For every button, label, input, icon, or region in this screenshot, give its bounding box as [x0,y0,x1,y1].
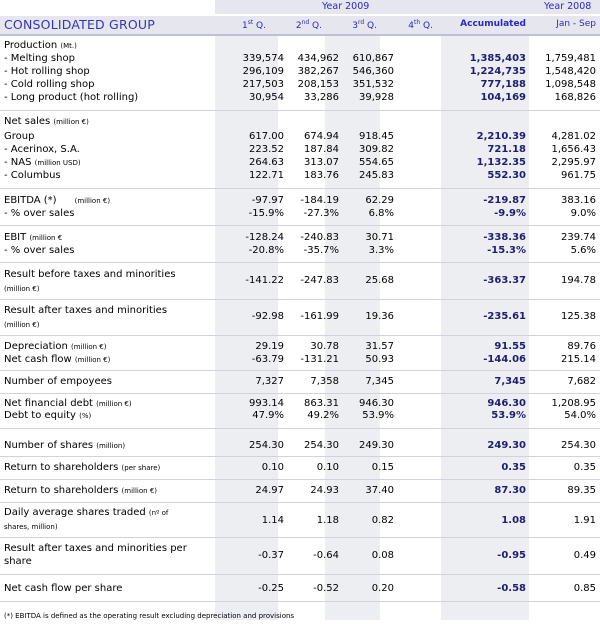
cell-q2: 254.30 [304,440,339,451]
cell-q3: 3.3% [368,245,394,256]
cell-accumulated: -9.9% [494,208,526,219]
table-row [0,79,600,91]
cell-ytd: 168,826 [554,92,596,103]
row-label: - Hot rolling shop [4,66,90,77]
cell-q2: -35.7% [303,245,339,256]
cell-q1: -0.37 [258,550,284,561]
row-label: Result before taxes and minorities (million €) [4,269,176,293]
cell-q3: 0.20 [371,583,394,594]
table-title: CONSOLIDATED GROUP [4,17,155,32]
cell-q2: 187.84 [304,144,339,155]
cell-q1: 617.00 [249,131,284,142]
cell-ytd: 239.74 [561,232,596,243]
cell-ytd: 2,295.97 [551,157,596,168]
cell-q3: 610,867 [352,53,394,64]
cell-q3: 31.57 [365,341,394,352]
cell-accumulated: -363.37 [483,275,526,286]
cell-q1: 339,574 [242,53,284,64]
table-row [0,92,600,104]
cell-ytd: 194.78 [561,275,596,286]
cell-q3: 546,360 [352,66,394,77]
cell-q3: 53.9% [362,410,394,421]
year-previous-label: Year 2008 [544,1,592,12]
table-row [0,398,600,410]
cell-accumulated: -0.95 [497,550,526,561]
cell-q3: 25.68 [365,275,394,286]
table-row [0,208,600,220]
row-divider [0,299,600,300]
cell-accumulated: 1,224,735 [469,66,526,77]
row-divider [0,110,600,111]
cell-q3: 30.71 [365,232,394,243]
table-row [0,354,600,366]
cell-q1: 993.14 [249,398,284,409]
cell-q3: 554.65 [359,157,394,168]
cell-accumulated: 946.30 [487,398,526,409]
cell-ytd: 1,759,481 [545,53,596,64]
row-label: Return to shareholders (per share) [4,462,161,473]
cell-ytd: 125.38 [561,311,596,322]
table-row [0,410,600,422]
col-header-q2: 2nd Q. [295,19,322,31]
row-label: - % over sales [4,208,75,219]
cell-accumulated: 777,188 [480,79,526,90]
table-row [0,440,600,452]
table-row [0,485,600,497]
cell-q2: 434,962 [297,53,339,64]
table-row [0,170,600,182]
row-divider [0,574,600,575]
row-label: - % over sales [4,245,75,256]
cell-q2: -184.19 [300,195,339,206]
table-row [0,116,600,128]
cell-ytd: 54.0% [564,410,596,421]
table-row [0,341,600,353]
cell-q1: 1.14 [261,515,284,526]
cell-ytd: 1,208.95 [551,398,596,409]
cell-q3: 6.8% [368,208,394,219]
cell-q1: -15.9% [248,208,284,219]
cell-ytd: 1,548,420 [545,66,596,77]
cell-accumulated: 104,169 [480,92,526,103]
row-divider [0,370,600,371]
cell-q3: 0.82 [371,515,394,526]
year-header-band [215,0,600,14]
cell-accumulated: -0.58 [497,583,526,594]
row-divider [0,601,600,602]
cell-accumulated: -235.61 [483,311,526,322]
cell-q3: 309.82 [359,144,394,155]
row-label: Number of shares (million) [4,440,126,451]
table-row [0,507,600,531]
col-header-q1: 1st Q. [241,19,266,31]
row-label: Daily average shares traded (nº of shares, million) [4,507,169,531]
cell-q3: 62.29 [365,195,394,206]
cell-ytd: 4,281.02 [551,131,596,142]
row-label: - NAS (million USD) [4,157,81,168]
row-divider [0,262,600,263]
cell-q3: 50.93 [365,354,394,365]
row-divider [0,456,600,457]
cell-q1: -128.24 [245,232,284,243]
cell-ytd: 961.75 [561,170,596,181]
cell-q2: 24.93 [310,485,339,496]
row-divider [0,479,600,480]
cell-accumulated: -144.06 [483,354,526,365]
table-row [0,53,600,65]
cell-accumulated: 87.30 [494,485,526,496]
cell-ytd: 383.16 [561,195,596,206]
row-divider [0,188,600,189]
row-divider [0,502,600,503]
cell-q1: -97.97 [251,195,284,206]
table-row [0,232,600,244]
cell-q1: -0.25 [258,583,284,594]
cell-ytd: 1.91 [573,515,596,526]
cell-q2: 49.2% [307,410,339,421]
cell-q3: 39,928 [359,92,394,103]
cell-ytd: 215.14 [561,354,596,365]
cell-accumulated: 53.9% [491,410,526,421]
cell-ytd: 7,682 [567,376,596,387]
row-label: - Melting shop [4,53,75,64]
cell-q1: 264.63 [249,157,284,168]
row-divider [0,537,600,538]
cell-q3: 249.30 [359,440,394,451]
cell-q2: 674.94 [304,131,339,142]
cell-ytd: 254.30 [561,440,596,451]
table-row [0,40,600,52]
cell-q3: 351,532 [352,79,394,90]
row-divider [0,225,600,226]
row-label: Group [4,131,35,142]
table-row [0,66,600,78]
year-current-label: Year 2009 [322,1,370,12]
table-row [0,376,600,388]
cell-q3: 19.36 [365,311,394,322]
cell-q3: 918.45 [359,131,394,142]
row-label: Net cash flow (million €) [4,354,111,365]
cell-q2: 208,153 [297,79,339,90]
table-row [0,245,600,257]
row-label: Production (Mt.) [4,40,77,51]
row-label: EBITDA (*) (million €) [4,195,111,206]
cell-accumulated: 0.35 [501,462,526,473]
cell-q1: 217,503 [242,79,284,90]
cell-q3: 37.40 [365,485,394,496]
table-row [0,157,600,169]
row-label: - Acerinox, S.A. [4,144,80,155]
cell-q2: -161.99 [300,311,339,322]
cell-q2: -27.3% [303,208,339,219]
row-label: Return to shareholders (million €) [4,485,158,496]
row-label: Depreciation (million €) [4,341,107,352]
table-row [0,269,600,293]
cell-q2: 183.76 [304,170,339,181]
table-row [0,144,600,156]
cell-accumulated: 249.30 [487,440,526,451]
cell-accumulated: 1,385,403 [469,53,526,64]
cell-q2: -0.64 [313,550,339,561]
cell-accumulated: -219.87 [483,195,526,206]
cell-accumulated: -338.36 [483,232,526,243]
cell-q1: 0.10 [261,462,284,473]
cell-q1: 7,327 [255,376,284,387]
cell-q2: 0.10 [316,462,339,473]
cell-q1: 30,954 [249,92,284,103]
cell-q2: -247.83 [300,275,339,286]
cell-ytd: 9.0% [570,208,596,219]
cell-q3: 0.15 [371,462,394,473]
cell-q1: -20.8% [248,245,284,256]
cell-q1: 47.9% [252,410,284,421]
row-label: EBIT (million € [4,232,63,243]
col-header-accumulated: Accumulated [460,19,526,29]
cell-ytd: 5.6% [570,245,596,256]
row-label: Net financial debt (million €) [4,398,132,409]
row-label: Net sales (million €) [4,116,89,127]
cell-ytd: 89.76 [567,341,596,352]
cell-q1: 24.97 [255,485,284,496]
cell-q2: -240.83 [300,232,339,243]
cell-accumulated: 1.08 [501,515,526,526]
cell-q1: 254.30 [249,440,284,451]
cell-q2: 863.31 [304,398,339,409]
cell-q2: 1.18 [316,515,339,526]
cell-q2: 313.07 [304,157,339,168]
footnote: (*) EBITDA is defined as the operating result excluding depreciation and provisions [4,612,295,620]
row-divider [0,393,600,394]
cell-accumulated: 2,210.39 [476,131,526,142]
cell-q3: 245.83 [359,170,394,181]
cell-accumulated: 552.30 [487,170,526,181]
cell-accumulated: 91.55 [494,341,526,352]
table-row [0,583,600,595]
cell-ytd: 0.85 [573,583,596,594]
cell-q1: -92.98 [251,311,284,322]
cell-accumulated: -15.3% [487,245,526,256]
cell-q3: 0.08 [371,550,394,561]
cell-q2: 382,267 [297,66,339,77]
cell-ytd: 0.35 [573,462,596,473]
table-row [0,462,600,474]
table-row [0,305,600,329]
cell-accumulated: 7,345 [494,376,526,387]
cell-q1: -63.79 [251,354,284,365]
row-label: - Cold rolling shop [4,79,95,90]
cell-q1: 296,109 [242,66,284,77]
cell-ytd: 1,656.43 [551,144,596,155]
cell-q2: 30.78 [310,341,339,352]
row-divider [0,335,600,336]
row-label: Debt to equity (%) [4,410,92,421]
cell-q2: -0.52 [313,583,339,594]
row-label: Net cash flow per share [4,583,123,594]
row-label: - Long product (hot rolling) [4,92,139,103]
cell-q3: 946.30 [359,398,394,409]
cell-q1: -141.22 [245,275,284,286]
row-label: - Columbus [4,170,61,181]
cell-q2: 7,358 [310,376,339,387]
row-label: Result after taxes and minorities per share [4,543,187,567]
cell-q1: 29.19 [255,341,284,352]
cell-accumulated: 1,132.35 [476,157,526,168]
cell-q1: 223.52 [249,144,284,155]
cell-ytd: 1,098,548 [545,79,596,90]
cell-ytd: 89.35 [567,485,596,496]
cell-accumulated: 721.18 [487,144,526,155]
cell-ytd: 0.49 [573,550,596,561]
col-header-q3: 3rd Q. [352,19,377,31]
table-row [0,131,600,143]
row-label: Number of empoyees [4,376,112,387]
cell-q1: 122.71 [249,170,284,181]
table-row [0,195,600,207]
cell-q3: 7,345 [365,376,394,387]
table-row [0,543,600,567]
cell-q2: 33,286 [304,92,339,103]
row-label: Result after taxes and minorities (million €) [4,305,168,329]
col-header-ytd: Jan - Sep [556,19,596,29]
cell-q2: -131.21 [300,354,339,365]
col-header-q4: 4th Q. [408,19,433,31]
row-divider [0,428,600,429]
